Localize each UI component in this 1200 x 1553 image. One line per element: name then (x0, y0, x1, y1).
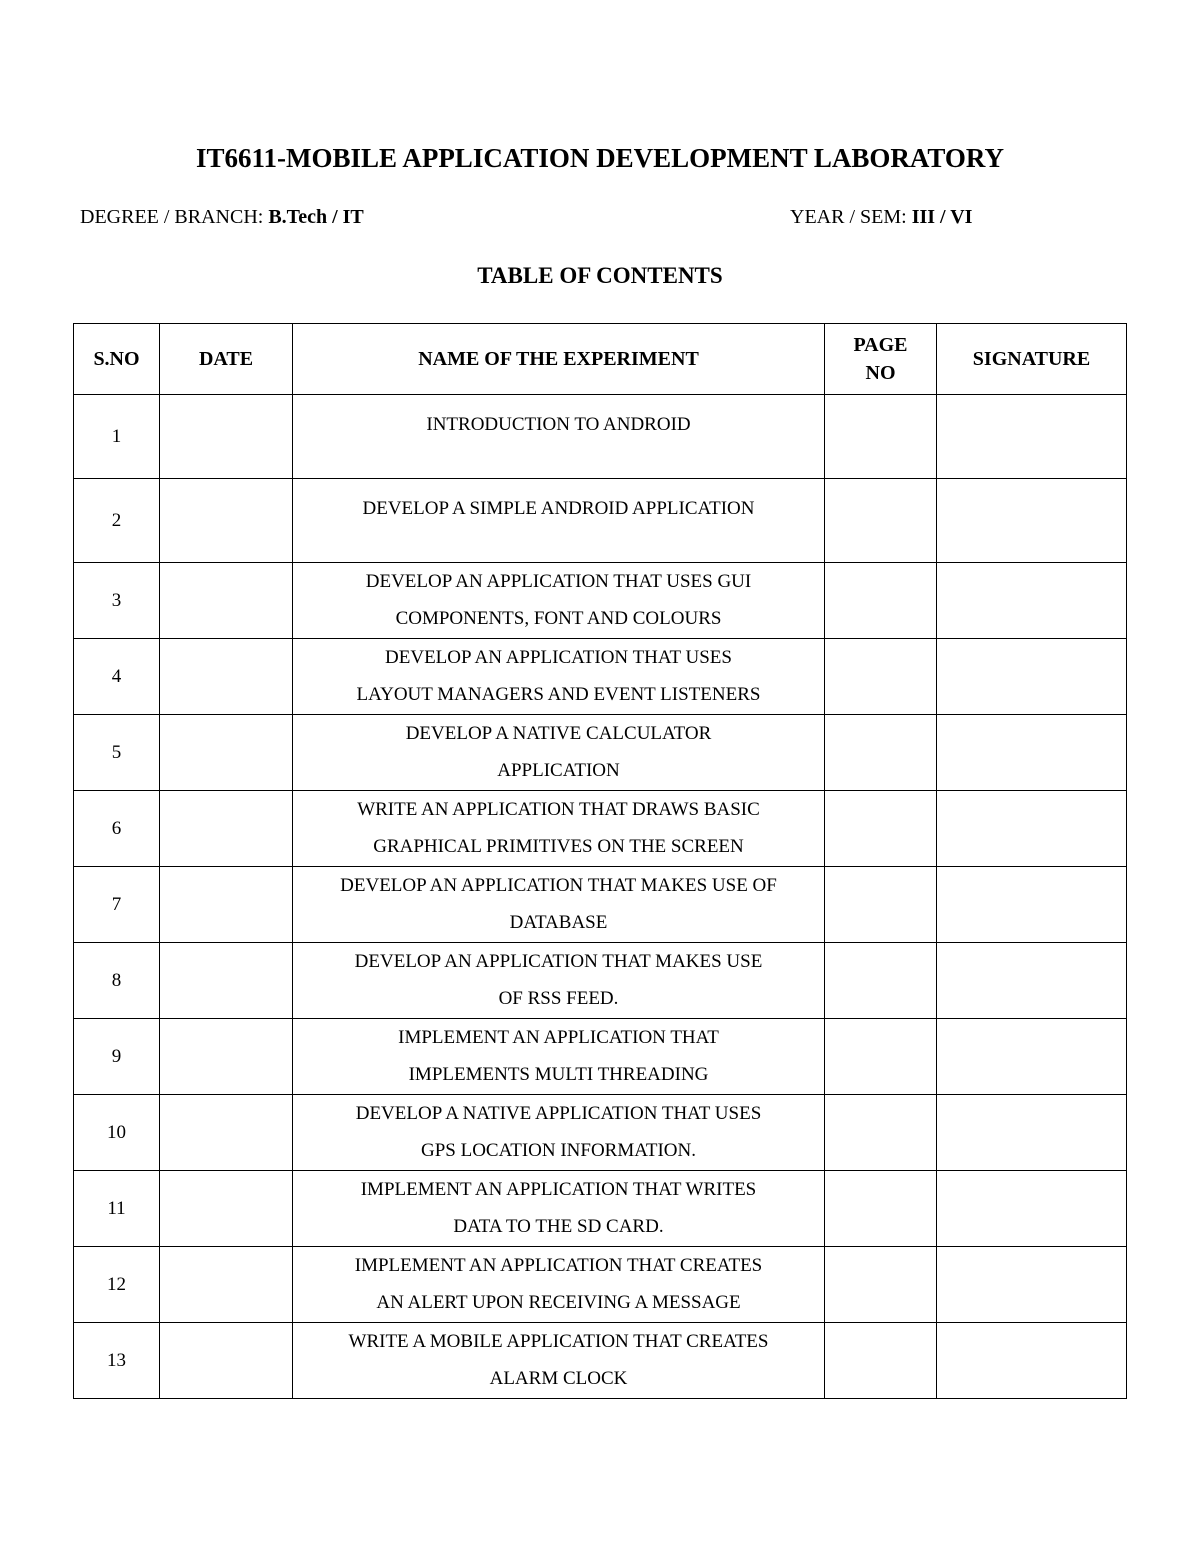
experiment-name-line1: DEVELOP AN APPLICATION THAT USES (385, 647, 732, 668)
row-experiment-name (293, 479, 825, 563)
experiment-name-line1: IMPLEMENT AN APPLICATION THAT CREATES (354, 1255, 763, 1276)
row-sno: 3 (74, 563, 160, 639)
row-page-no-cell (825, 867, 937, 943)
row-experiment-name (293, 1171, 825, 1247)
row-sno: 7 (74, 867, 160, 943)
row-experiment-name (293, 715, 825, 791)
degree-branch (80, 202, 364, 232)
row-sno: 4 (74, 639, 160, 715)
experiment-name-line2: ALARM CLOCK (489, 1368, 628, 1389)
experiment-name-line2: GPS LOCATION INFORMATION. (421, 1140, 696, 1161)
experiment-name-line1: WRITE AN APPLICATION THAT DRAWS BASIC (357, 799, 760, 820)
experiment-name-line2: LAYOUT MANAGERS AND EVENT LISTENERS (356, 684, 761, 705)
row-experiment-name (293, 639, 825, 715)
row-page-no-cell (825, 1323, 937, 1399)
toc-heading: TABLE OF CONTENTS (477, 263, 723, 288)
experiment-name-line2: DATA TO THE SD CARD. (453, 1216, 664, 1237)
row-date-cell (160, 791, 293, 867)
row-signature-cell (937, 943, 1127, 1019)
experiment-name-line2: COMPONENTS, FONT AND COLOURS (395, 608, 722, 629)
row-experiment-name (293, 395, 825, 479)
row-sno: 2 (74, 479, 160, 563)
row-page-no-cell (825, 479, 937, 563)
experiment-name-line1: DEVELOP A NATIVE CALCULATOR (405, 723, 712, 744)
table-row (74, 791, 1127, 867)
row-date-cell (160, 943, 293, 1019)
table-body (74, 395, 1127, 1399)
row-sno: 1 (74, 395, 160, 479)
table-row (74, 479, 1127, 563)
row-date-cell (160, 867, 293, 943)
row-page-no-cell (825, 639, 937, 715)
experiment-name-line1: DEVELOP A SIMPLE ANDROID APPLICATION (362, 498, 755, 519)
row-signature-cell (937, 563, 1127, 639)
row-signature-cell (937, 639, 1127, 715)
row-signature-cell (937, 1171, 1127, 1247)
header-name: NAME OF THE EXPERIMENT (293, 324, 825, 395)
header-date: DATE (160, 324, 293, 395)
table-row (74, 1095, 1127, 1171)
row-date-cell (160, 639, 293, 715)
row-date-cell (160, 1323, 293, 1399)
row-sno: 6 (74, 791, 160, 867)
row-page-no-cell (825, 943, 937, 1019)
document-title: IT6611-MOBILE APPLICATION DEVELOPMENT LABORATORY (196, 143, 1004, 173)
row-date-cell (160, 563, 293, 639)
table-row (74, 639, 1127, 715)
header-page-line2: NO (865, 362, 896, 384)
table-row (74, 563, 1127, 639)
row-page-no-cell (825, 791, 937, 867)
experiment-name-line1: INTRODUCTION TO ANDROID (426, 414, 691, 435)
experiment-name-line2: AN ALERT UPON RECEIVING A MESSAGE (376, 1292, 741, 1313)
row-signature-cell (937, 791, 1127, 867)
contents-table (73, 323, 1127, 1399)
table-row (74, 715, 1127, 791)
row-sno: 13 (74, 1323, 160, 1399)
header-sno: S.NO (74, 324, 160, 395)
row-signature-cell (937, 715, 1127, 791)
row-sno: 5 (74, 715, 160, 791)
experiment-name-line1: DEVELOP AN APPLICATION THAT MAKES USE OF (340, 875, 777, 896)
row-experiment-name (293, 867, 825, 943)
table-row (74, 943, 1127, 1019)
row-sno: 11 (74, 1171, 160, 1247)
row-sno: 12 (74, 1247, 160, 1323)
row-signature-cell (937, 1323, 1127, 1399)
row-page-no-cell (825, 563, 937, 639)
row-experiment-name (293, 1019, 825, 1095)
row-page-no-cell (825, 1247, 937, 1323)
row-signature-cell (937, 867, 1127, 943)
row-page-no-cell (825, 1019, 937, 1095)
row-sno: 8 (74, 943, 160, 1019)
header-signature: SIGNATURE (937, 324, 1127, 395)
row-experiment-name (293, 943, 825, 1019)
experiment-name-line2: GRAPHICAL PRIMITIVES ON THE SCREEN (373, 836, 744, 857)
table-header-row (74, 324, 1127, 395)
row-experiment-name (293, 1323, 825, 1399)
row-page-no-cell (825, 715, 937, 791)
table-row (74, 867, 1127, 943)
experiment-name-line1: WRITE A MOBILE APPLICATION THAT CREATES (348, 1331, 769, 1352)
row-date-cell (160, 1247, 293, 1323)
experiment-name-line2: APPLICATION (497, 760, 620, 781)
row-date-cell (160, 1171, 293, 1247)
row-experiment-name (293, 1095, 825, 1171)
experiment-name-line1: IMPLEMENT AN APPLICATION THAT (398, 1027, 719, 1048)
year-sem-value: III / VI (911, 206, 973, 228)
degree-branch-value: B.Tech / IT (268, 206, 364, 228)
table-row (74, 1247, 1127, 1323)
row-signature-cell (937, 479, 1127, 563)
row-experiment-name (293, 791, 825, 867)
header-page-line1: PAGE (853, 334, 908, 356)
experiment-name-line1: DEVELOP AN APPLICATION THAT USES GUI (365, 571, 752, 592)
row-sno: 10 (74, 1095, 160, 1171)
row-date-cell (160, 715, 293, 791)
table-row (74, 1171, 1127, 1247)
row-page-no-cell (825, 395, 937, 479)
year-sem-label: YEAR / SEM: (790, 206, 912, 228)
row-signature-cell (937, 395, 1127, 479)
experiment-name-line1: DEVELOP AN APPLICATION THAT MAKES USE (354, 951, 763, 972)
row-date-cell (160, 395, 293, 479)
row-signature-cell (937, 1095, 1127, 1171)
experiment-name-line1: DEVELOP A NATIVE APPLICATION THAT USES (355, 1103, 762, 1124)
table-row (74, 1019, 1127, 1095)
year-sem (790, 202, 972, 232)
header-page-no (825, 324, 937, 395)
row-experiment-name (293, 563, 825, 639)
row-sno: 9 (74, 1019, 160, 1095)
row-page-no-cell (825, 1171, 937, 1247)
table-row (74, 395, 1127, 479)
row-date-cell (160, 479, 293, 563)
experiment-name-line1: IMPLEMENT AN APPLICATION THAT WRITES (360, 1179, 757, 1200)
row-signature-cell (937, 1019, 1127, 1095)
experiment-name-line2: OF RSS FEED. (498, 988, 619, 1009)
row-date-cell (160, 1095, 293, 1171)
experiment-name-line2: IMPLEMENTS MULTI THREADING (408, 1064, 709, 1085)
row-date-cell (160, 1019, 293, 1095)
row-signature-cell (937, 1247, 1127, 1323)
degree-branch-label: DEGREE / BRANCH: (80, 206, 269, 228)
experiment-name-line2: DATABASE (509, 912, 608, 933)
row-page-no-cell (825, 1095, 937, 1171)
table-row (74, 1323, 1127, 1399)
row-experiment-name (293, 1247, 825, 1323)
